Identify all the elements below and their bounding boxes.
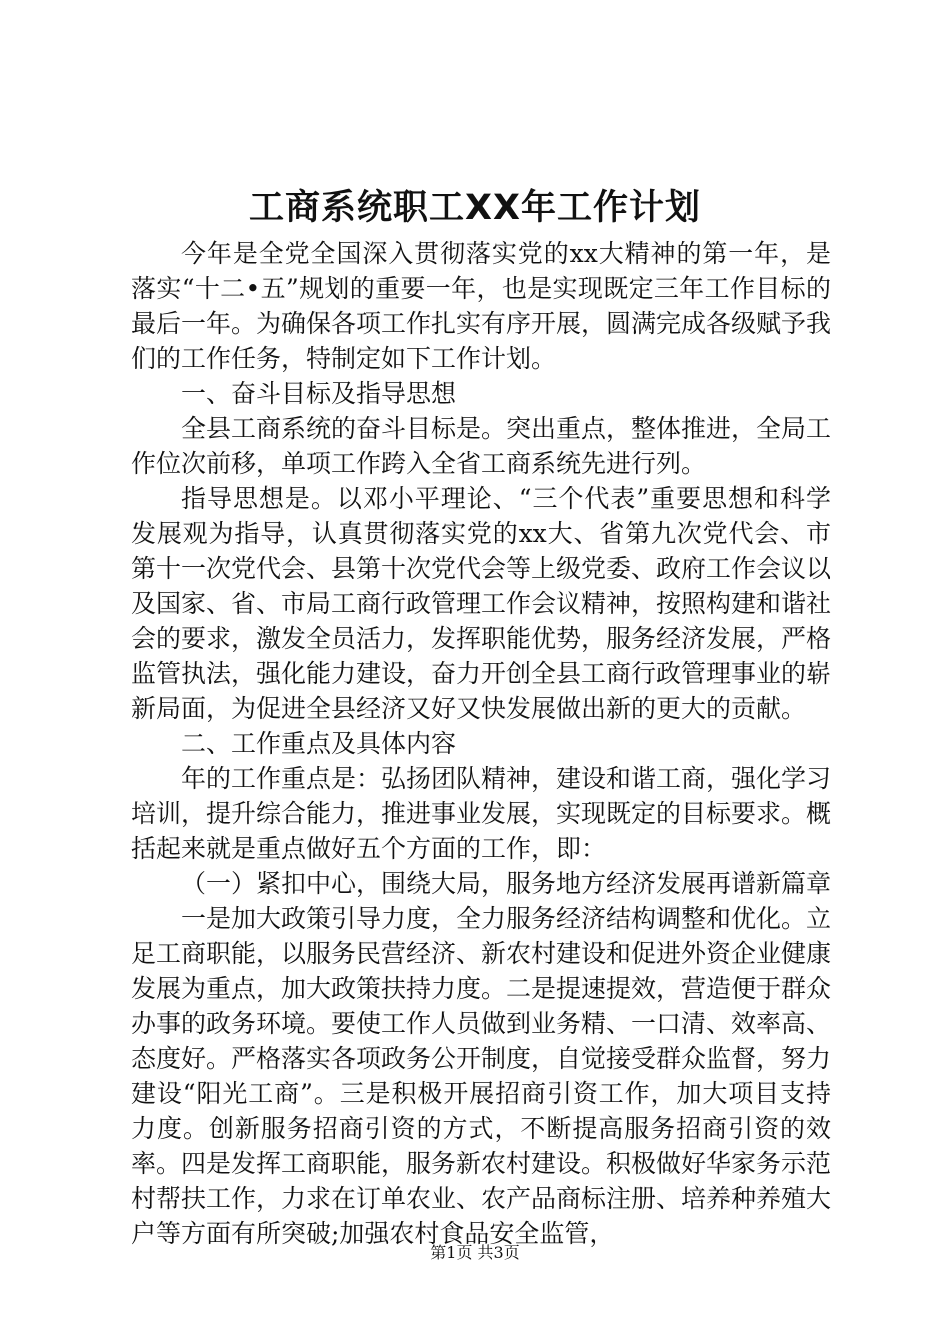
guiding-thought-paragraph: 指导思想是。以邓小平理论、“三个代表”重要思想和科学发展观为指导，认真贯彻落实党的xx大、省第九次党代会、市第十一次党代会、县第十次党代会等上级党委、政府工作会议以及国家、省、市局工商行政管理工作会议精神，按照构建和谐社会的要求，激发全员活力，发挥职能优势，服务经济发展，严格监管执法，强化能力建设，奋力开创全县工商行政管理事业的崭新局面，为促进全县经济又好又快发展做出新的更大的贡献。	[131, 484, 832, 723]
subsection-heading-1: （一）紧扣中心，围绕大局，服务地方经济发展再谱新篇章	[181, 869, 832, 898]
page-number-footer: 第1页 共3页	[430, 1243, 520, 1262]
section-heading-goals: 一、奋斗目标及指导思想	[181, 379, 457, 408]
document-title: 工商系统职工XX年工作计划	[249, 188, 701, 228]
subsection-1-paragraph: 一是加大政策引导力度，全力服务经济结构调整和优化。立足工商职能，以服务民营经济、新农村建设和促进外资企业健康发展为重点，加大政策扶持力度。二是提速提效，营造便于群众办事的政务环境。要使工作人员做到业务精、一口清、效率高、态度好。严格落实各项政务公开制度，自觉接受群众监督，努力建设“阳光工商”。三是积极开展招商引资工作，加大项目支持力度。创新服务招商引资的方式，不断提高服务招商引资的效率。四是发挥工商职能，服务新农村建设。积极做好华家务示范村帮扶工作，力求在订单农业、农产品商标注册、培养种养殖大户等方面有所突破;加强农村食品安全监管，	[131, 904, 832, 1248]
goals-paragraph: 全县工商系统的奋斗目标是。突出重点，整体推进，全局工作位次前移，单项工作跨入全省工商系统先进行列。	[131, 414, 832, 478]
work-focus-paragraph: 年的工作重点是：弘扬团队精神，建设和谐工商，强化学习培训，提升综合能力，推进事业发展，实现既定的目标要求。概括起来就是重点做好五个方面的工作，即：	[131, 764, 832, 863]
document-body	[131, 236, 831, 1251]
intro-paragraph: 今年是全党全国深入贯彻落实党的xx大精神的第一年，是落实“十二•五”规划的重要一年，也是实现既定三年工作目标的最后一年。为确保各项工作扎实有序开展，圆满完成各级赋予我们的工作任务，特制定如下工作计划。	[131, 239, 832, 373]
section-heading-work-focus: 二、工作重点及具体内容	[181, 729, 457, 758]
